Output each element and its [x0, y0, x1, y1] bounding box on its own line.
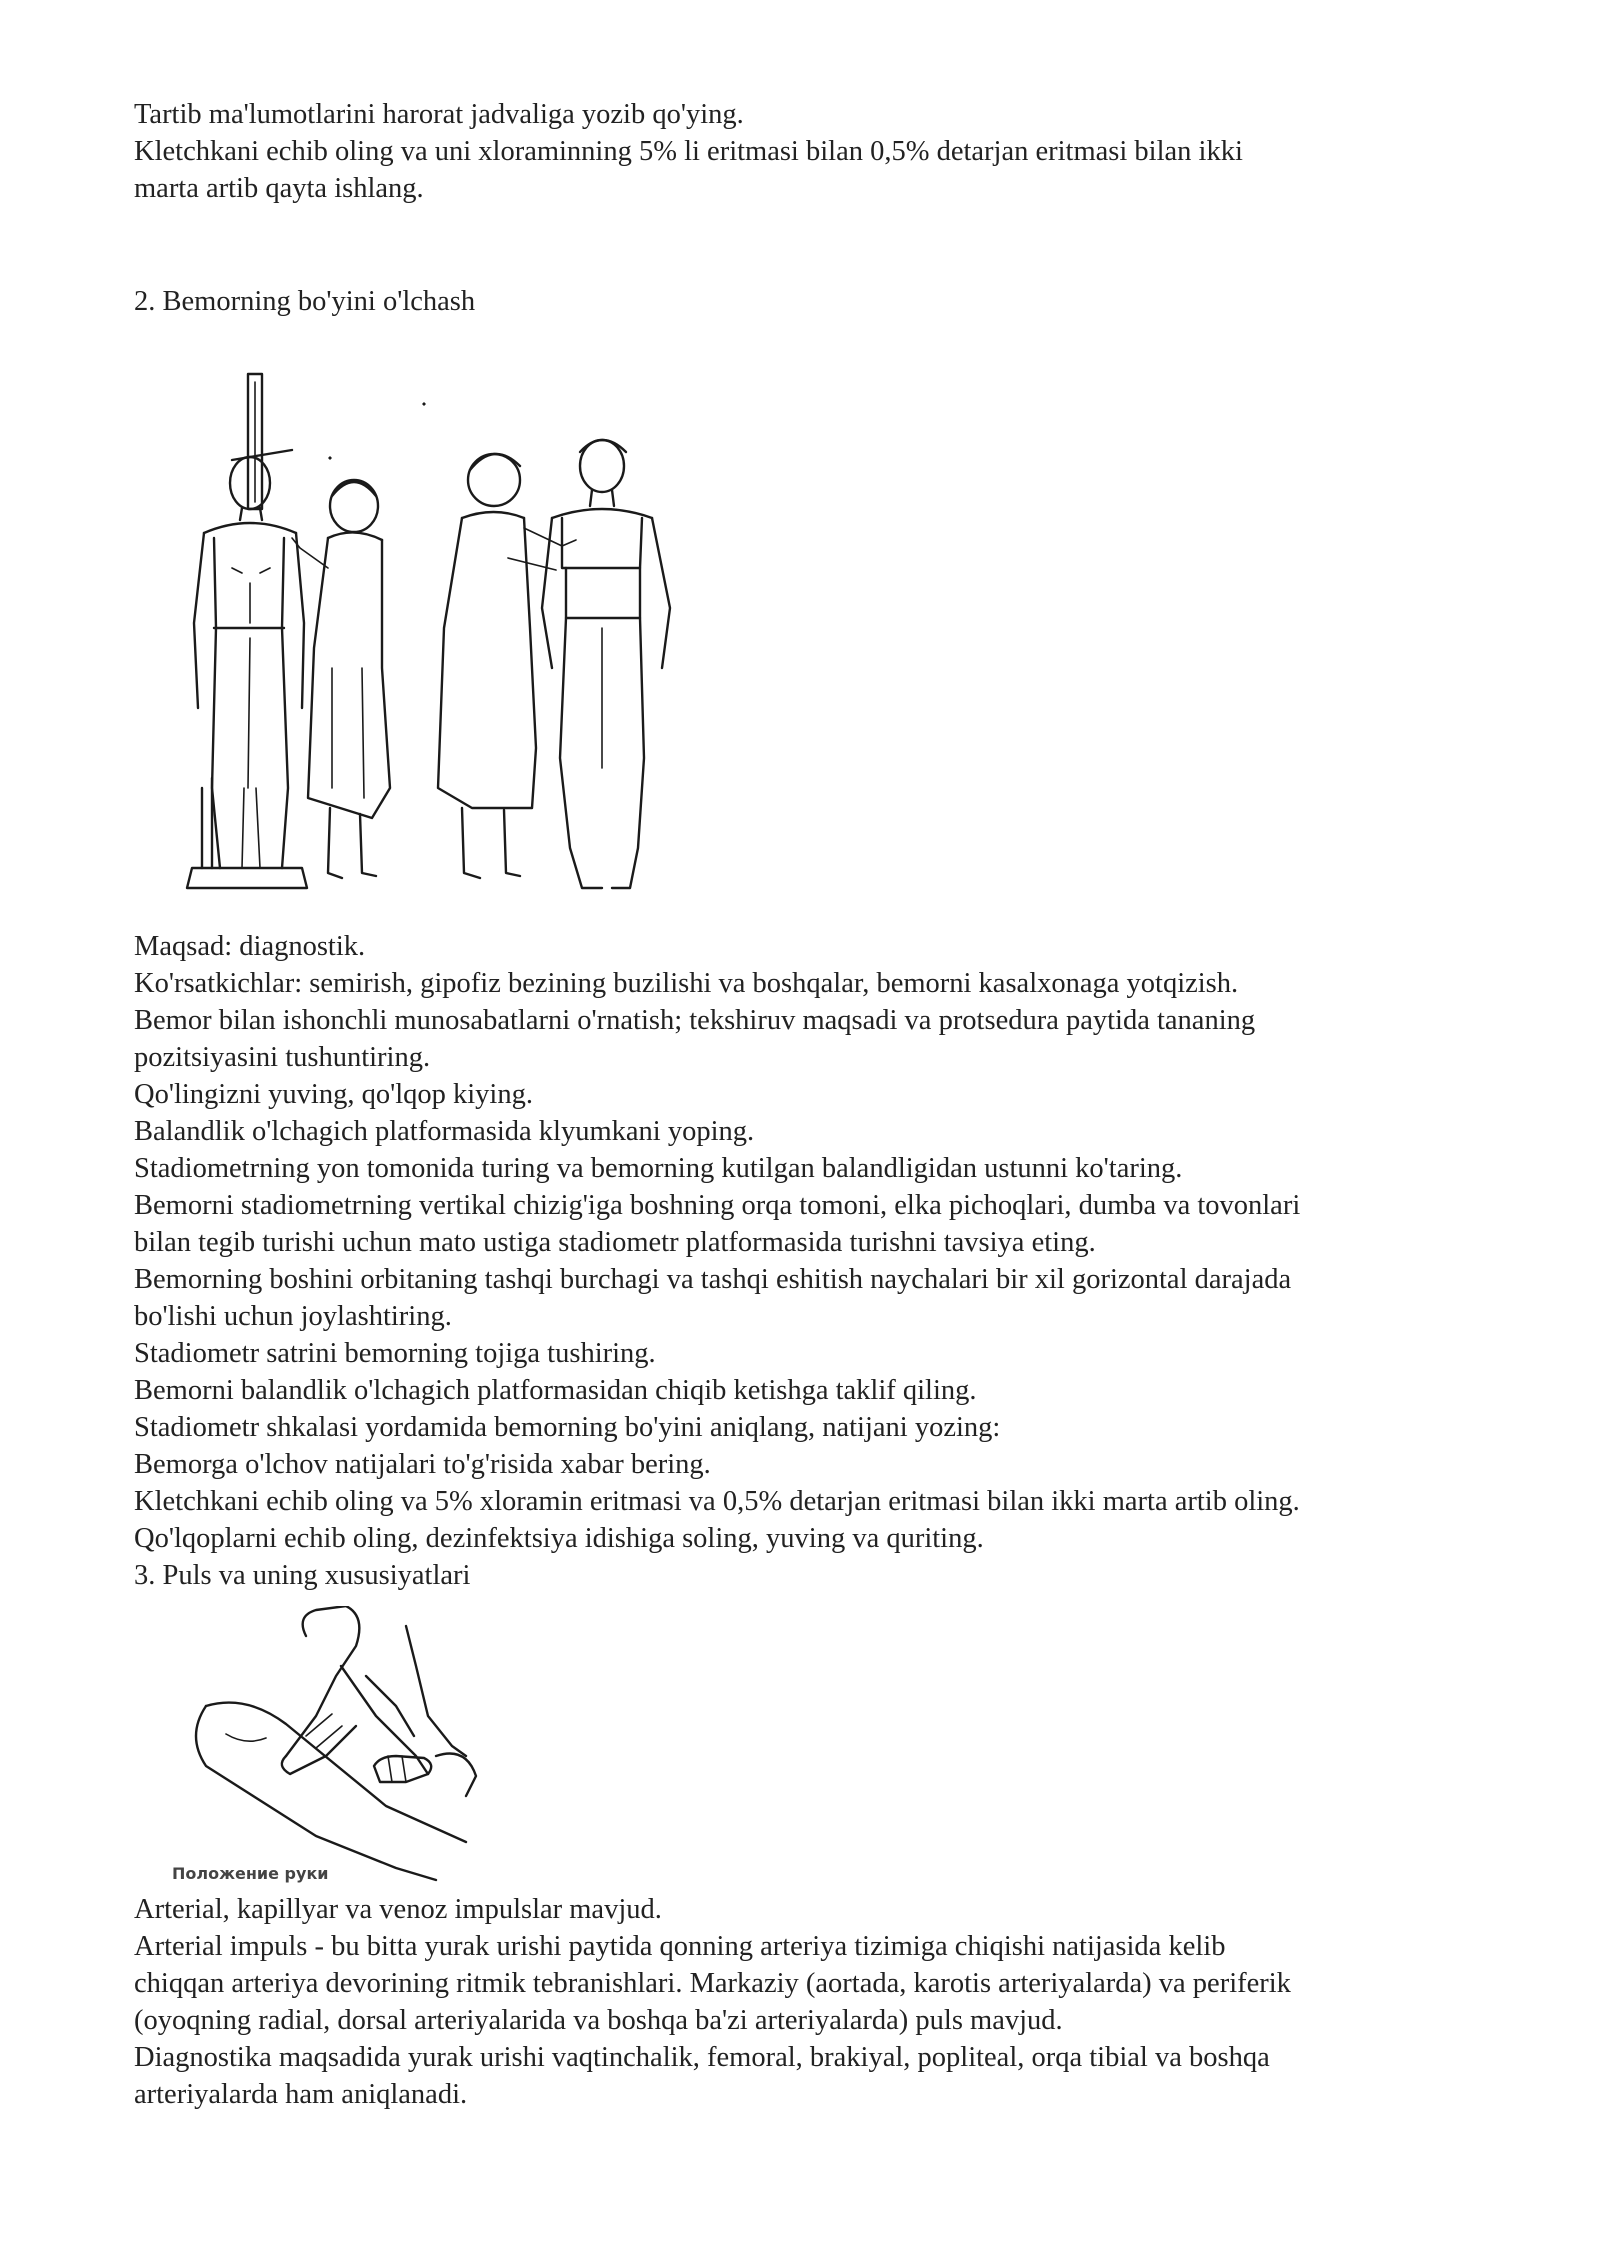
section-2-line-15: Bemorga o'lchov natijalari to'g'risida xabar bering.: [134, 1449, 711, 1480]
intro-line-2: Kletchkani echib oling va uni xloraminning 5% li eritmasi bilan 0,5% detarjan eritmasi bilan ikki: [134, 136, 1243, 167]
pulse-hand-illustration: [166, 1606, 526, 1886]
section-3-line-6: arteriyalarda ham aniqlanadi.: [134, 2079, 468, 2110]
section-2-line-17: Qo'lqoplarni echib oling, dezinfektsiya idishiga soling, yuving va quriting.: [134, 1523, 984, 1554]
section-2-line-8: Bemorni stadiometrning vertikal chizig'iga boshning orqa tomoni, elka pichoqlari, dumba va tovonlari: [134, 1190, 1301, 1221]
section-3-line-5: Diagnostika maqsadida yurak urishi vaqtinchalik, femoral, brakiyal, popliteal, orqa tibial va boshqa: [134, 2042, 1270, 2073]
section-2-line-9: bilan tegib turishi uchun mato ustiga stadiometr platformasida turishni tavsiya eting.: [134, 1227, 1096, 1258]
section-2-line-14: Stadiometr shkalasi yordamida bemorning bo'yini aniqlang, natijani yozing:: [134, 1412, 1001, 1443]
intro-line-1: Tartib ma'lumotlarini harorat jadvaliga yozib qo'ying.: [134, 99, 744, 130]
section-2-heading: 2. Bemorning bo'yini o'lchash: [134, 286, 476, 317]
section-3-line-1: Arterial, kapillyar va venoz impulslar mavjud.: [134, 1894, 662, 1925]
section-2-line-6: Balandlik o'lchagich platformasida klyumkani yoping.: [134, 1116, 755, 1147]
section-2-line-3: Bemor bilan ishonchli munosabatlarni o'rnatish; tekshiruv maqsadi va protsedura paytida tananing: [134, 1005, 1256, 1036]
section-2-line-13: Bemorni balandlik o'lchagich platformasidan chiqib ketishga taklif qiling.: [134, 1375, 977, 1406]
section-2-line-4: pozitsiyasini tushuntiring.: [134, 1042, 431, 1073]
section-2-line-12: Stadiometr satrini bemorning tojiga tushiring.: [134, 1338, 656, 1369]
section-3-line-2: Arterial impuls - bu bitta yurak urishi paytida qonning arteriya tizimiga chiqishi natijasida kelib: [134, 1931, 1226, 1962]
section-3-heading: 3. Puls va uning xususiyatlari: [134, 1560, 471, 1591]
section-2-line-7: Stadiometrning yon tomonida turing va bemorning kutilgan balandligidan ustunni ko'taring.: [134, 1153, 1183, 1184]
section-2-line-11: bo'lishi uchun joylashtiring.: [134, 1301, 452, 1332]
section-3-line-4: (oyoqning radial, dorsal arteriyalarida va boshqa ba'zi arteriyalarda) puls mavjud.: [134, 2005, 1063, 2036]
stadiometer-drawing: [132, 368, 692, 913]
section-2-line-5: Qo'lingizni yuving, qo'lqop kiying.: [134, 1079, 533, 1110]
section-2-line-2: Ko'rsatkichlar: semirish, gipofiz bezining buzilishi va boshqalar, bemorni kasalxonaga yotqizish.: [134, 968, 1239, 999]
section-3-line-3: chiqqan arteriya devorining ritmik tebranishlari. Markaziy (aortada, karotis arteriyalarda) va periferik: [134, 1968, 1291, 1999]
pulse-figure-caption: Положение руки: [172, 1864, 329, 1883]
section-2-line-10: Bemorning boshini orbitaning tashqi burchagi va tashqi eshitish naychalari bir xil gorizontal darajada: [134, 1264, 1292, 1295]
section-2-line-16: Kletchkani echib oling va 5% xloramin eritmasi va 0,5% detarjan eritmasi bilan ikki marta artib oling.: [134, 1486, 1300, 1517]
stadiometer-illustration: [132, 368, 692, 913]
intro-line-3: marta artib qayta ishlang.: [134, 173, 424, 204]
pulse-drawing: [166, 1606, 526, 1886]
section-2-line-1: Maqsad: diagnostik.: [134, 931, 366, 962]
